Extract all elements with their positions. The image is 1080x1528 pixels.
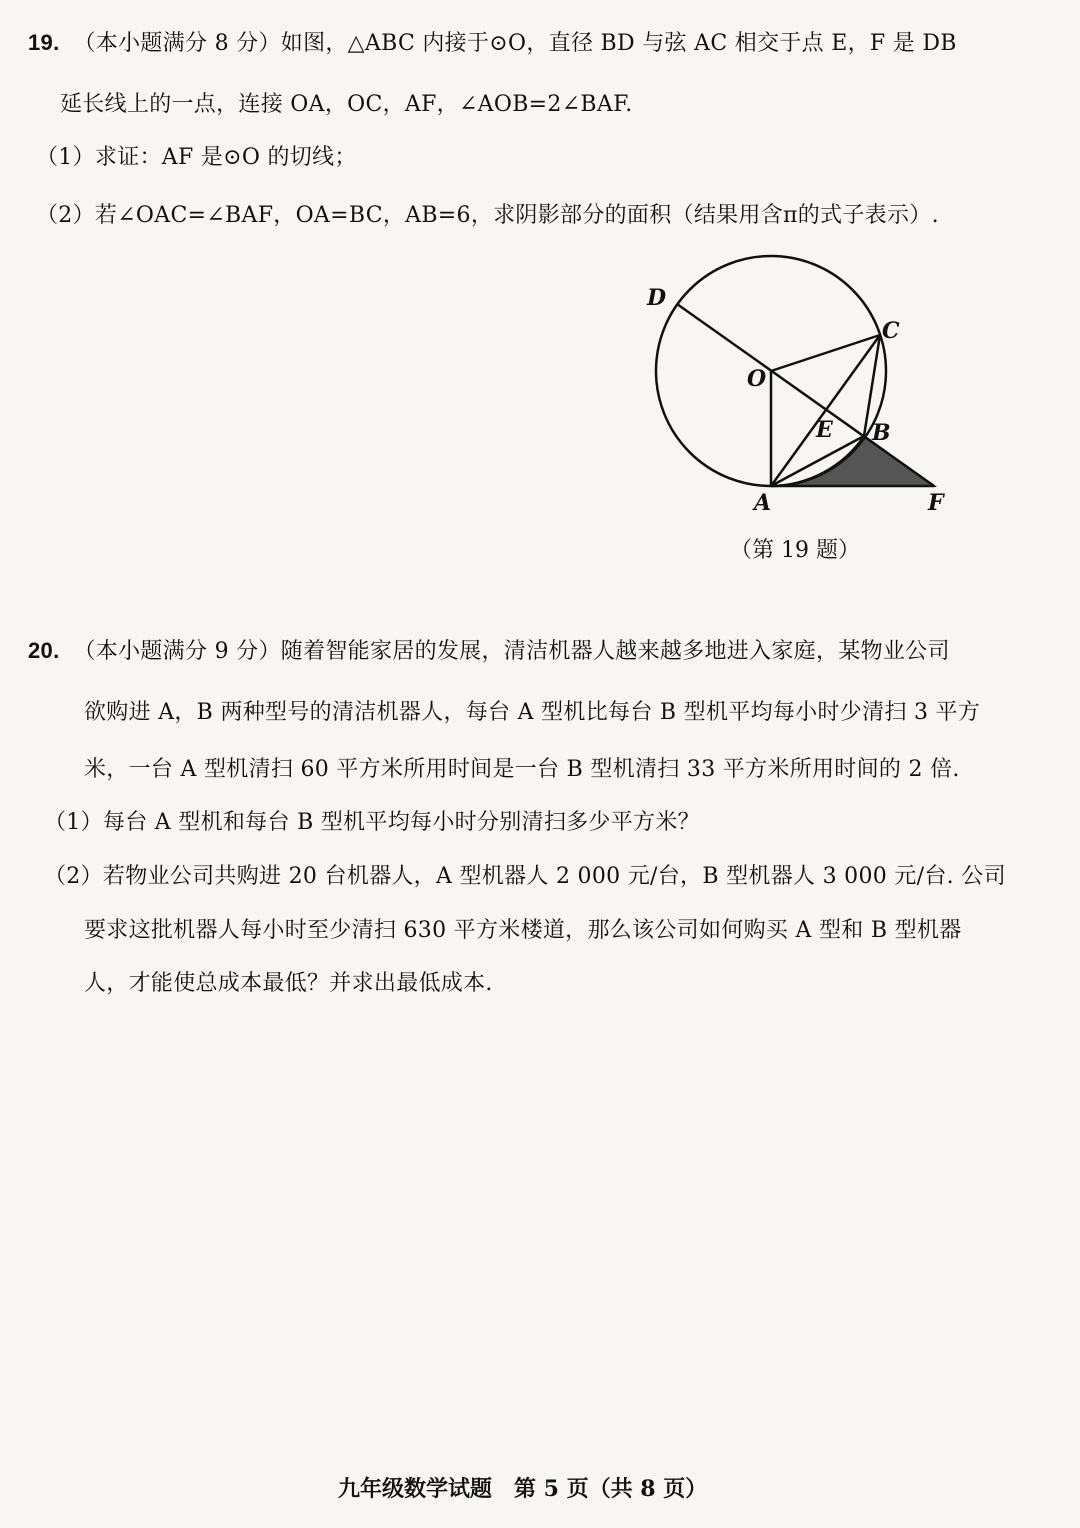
q20-stem-1: （本小题满分 9 分）随着智能家居的发展，清洁机器人越来越多地进入家庭，某物业公司: [73, 639, 950, 664]
q19-stem-2: 延长线上的一点，连接 OA，OC，AF，∠AOB=2∠BAF.: [60, 92, 633, 117]
page-footer: 九年级数学试题 第 5 页（共 8 页）: [338, 1476, 708, 1502]
q20-stem-2: 欲购进 A，B 两种型号的清洁机器人，每台 A 型机比每台 B 型机平均每小时少清扫 3 平方: [84, 700, 981, 725]
q20-part2-line1: （2）若物业公司共购进 20 台机器人，A 型机器人 2 000 元/台，B 型机器人 3 000 元/台. 公司: [44, 864, 1006, 889]
segment-oc: [771, 335, 880, 371]
label-a: A: [754, 490, 772, 516]
q19-part1: （1）求证：AF 是⊙O 的切线；: [36, 145, 357, 170]
q20-part2-line2: 要求这批机器人每小时至少清扫 630 平方米楼道，那么该公司如何购买 A 型和 B 型机器: [84, 918, 962, 943]
q20-part2-line3: 人，才能使总成本最低？并求出最低成本.: [84, 971, 493, 996]
q19-stem-1: （本小题满分 8 分）如图，△ABC 内接于⊙O，直径 BD 与弦 AC 相交于点 E，F 是 DB: [73, 31, 957, 56]
q19-part2: （2）若∠OAC=∠BAF，OA=BC，AB=6，求阴影部分的面积（结果用含π的式子表示）.: [36, 203, 939, 228]
q20-line1: [28, 636, 950, 667]
q20-number: 20.: [28, 638, 60, 663]
label-b: B: [872, 420, 891, 446]
label-c: C: [882, 318, 900, 344]
q19-number: 19.: [28, 30, 60, 55]
label-d: D: [647, 285, 667, 311]
q19-caption: （第 19 题）: [730, 538, 860, 563]
q20-stem-3: 米，一台 A 型机清扫 60 平方米所用时间是一台 B 型机清扫 33 平方米所用时间的 2 倍.: [84, 757, 960, 782]
label-e: E: [816, 417, 833, 443]
label-o: O: [747, 366, 767, 392]
label-f: F: [928, 490, 944, 516]
q19-line1: [28, 28, 957, 59]
q20-part1: （1）每台 A 型机和每台 B 型机平均每小时分别清扫多少平方米？: [44, 810, 700, 835]
q19-geometry-figure: [620, 246, 960, 526]
